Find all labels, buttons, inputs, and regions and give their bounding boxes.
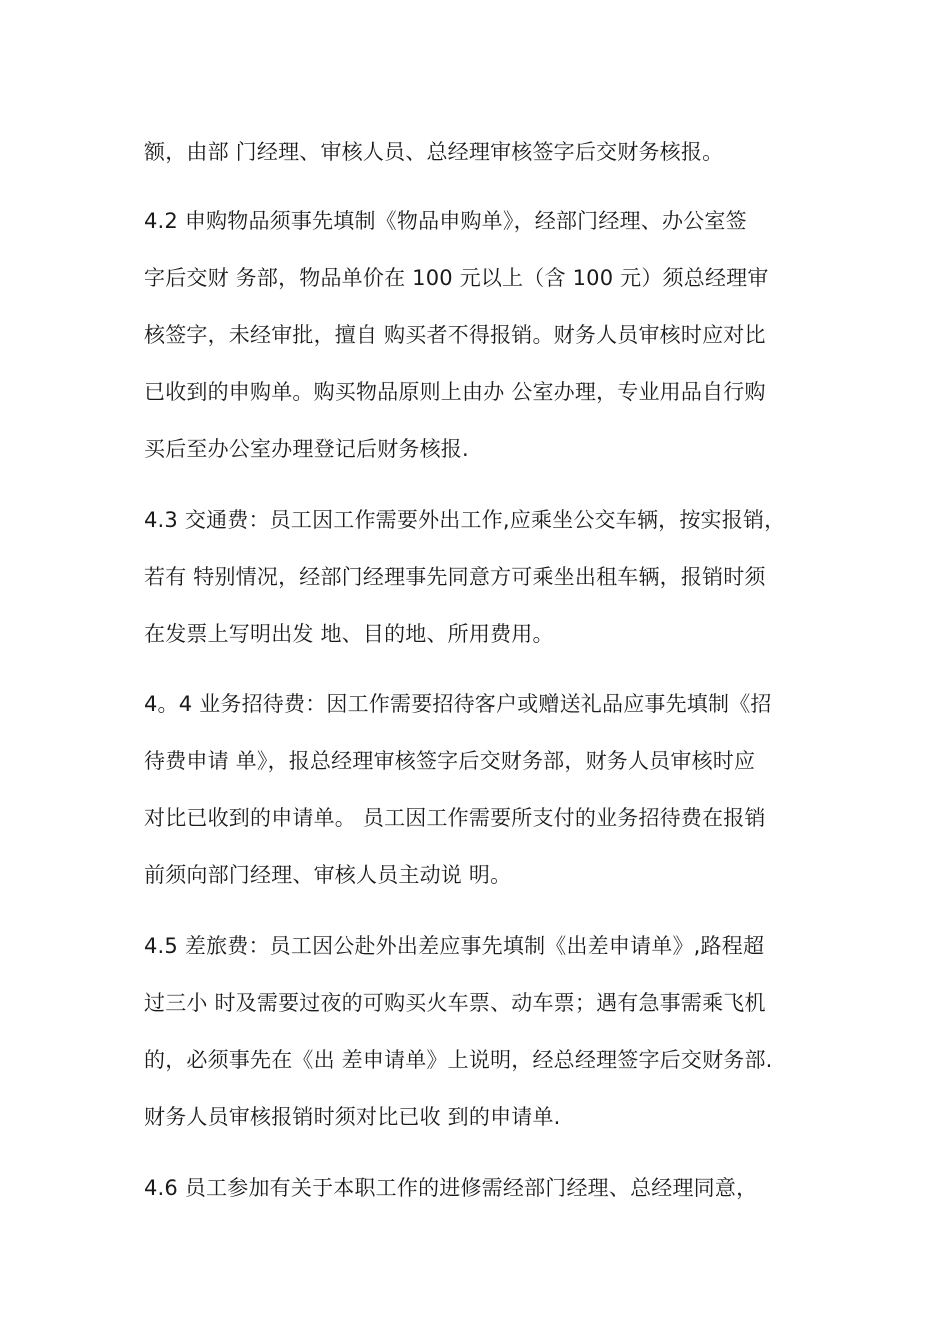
text-line: 前须向部门经理、审核人员主动说 明。	[144, 863, 512, 887]
text-line: 核签字，未经审批，擅自 购买者不得报销。财务人员审核时应对比	[144, 323, 766, 347]
text-line: 买后至办公室办理登记后财务核报.	[144, 437, 469, 461]
text-line: 4.5 差旅费：员工因公赴外出差应事先填制《出差申请单》,路程超	[144, 934, 765, 958]
text-line: 4.2 申购物品须事先填制《物品申购单》，经部门经理、办公室签	[144, 209, 747, 233]
text-line: 4。4 业务招待费：因工作需要招待客户或赠送礼品应事先填制《招	[144, 692, 772, 716]
text-line: 在发票上写明出发 地、目的地、所用费用。	[144, 622, 554, 646]
text-line: 字后交财 务部，物品单价在 100 元以上（含 100 元）须总经理审	[144, 266, 769, 290]
text-line: 财务人员审核报销时须对比已收 到的申请单.	[144, 1105, 561, 1129]
text-line: 过三小 时及需要过夜的可购买火车票、动车票；遇有急事需乘飞机	[144, 991, 766, 1015]
text-line: 额，由部 门经理、审核人员、总经理审核签字后交财务核报。	[144, 140, 724, 164]
text-line: 待费申请 单》，报总经理审核签字后交财务部，财务人员审核时应	[144, 749, 756, 773]
text-line: 的，必须事先在《出 差申请单》上说明，经总经理签字后交财务部.	[144, 1048, 773, 1072]
text-line: 4.6 员工参加有关于本职工作的进修需经部门经理、总经理同意，	[144, 1176, 758, 1200]
text-line: 若有 特别情况，经部门经理事先同意方可乘坐出租车辆，报销时须	[144, 565, 766, 589]
text-line: 对比已收到的申请单。 员工因工作需要所支付的业务招待费在报销	[144, 806, 766, 830]
text-line: 已收到的申购单。购买物品原则上由办 公室办理，专业用品自行购	[144, 380, 766, 404]
text-line: 4.3 交通费：员工因工作需要外出工作,应乘坐公交车辆，按实报销，	[144, 508, 786, 532]
